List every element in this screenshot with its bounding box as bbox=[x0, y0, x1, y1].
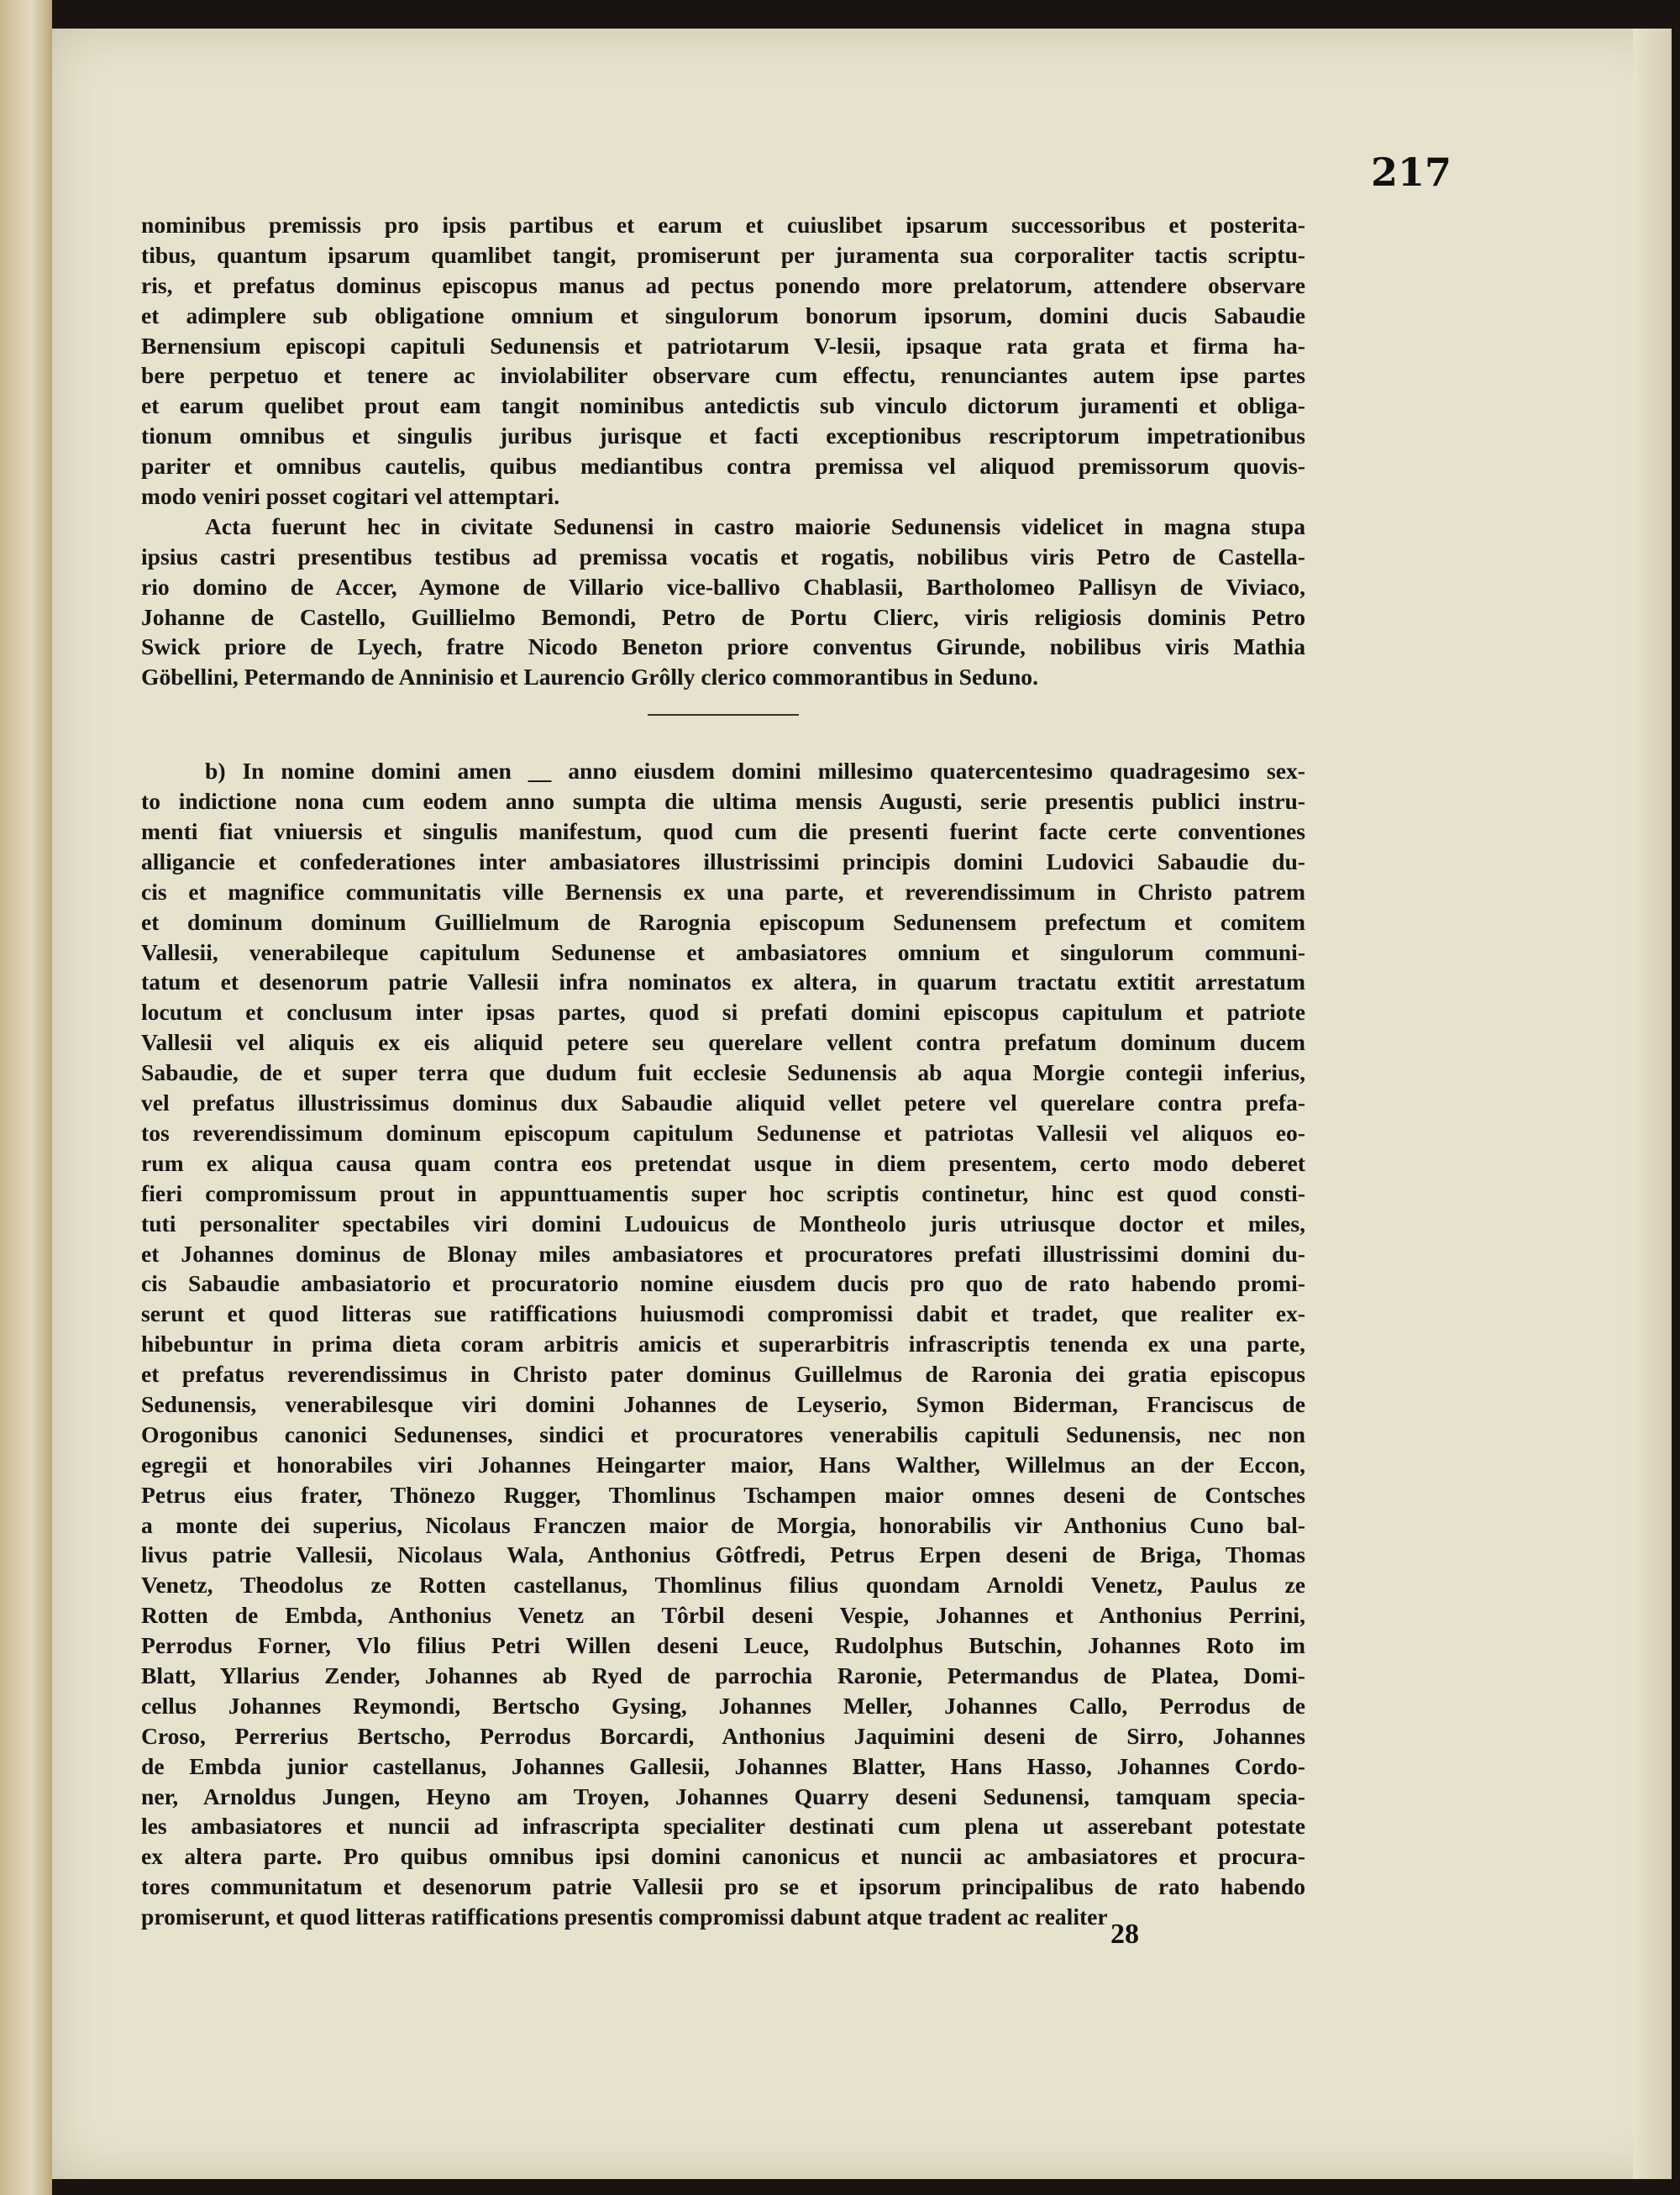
text-line: rum ex aliqua causa quam contra eos pretendat usque in diem presentem, certo modo deberet bbox=[141, 1149, 1305, 1176]
text-line: ipsius castri presentibus testibus ad premissa vocatis et rogatis, nobilibus viris Petro de Castella- bbox=[141, 543, 1305, 570]
text-line: Orogonibus canonici Sedunenses, sindici et procuratores venerabilis capituli Sedunensis, nec non bbox=[141, 1420, 1305, 1447]
text-line: Sedunensis, venerabilesque viri domini Johannes de Leyserio, Symon Biderman, Franciscus de bbox=[141, 1390, 1305, 1417]
spacer bbox=[141, 716, 1305, 756]
text-line: Petrus eius frater, Thönezo Rugger, Thomlinus Tschampen maior omnes deseni de Contsches bbox=[141, 1481, 1305, 1508]
text-line: Blatt, Yllarius Zender, Johannes ab Ryed de parrochia Raronie, Petermandus de Platea, Domi- bbox=[141, 1662, 1305, 1688]
text-line: to indictione nona cum eodem anno sumpta die ultima mensis Augusti, serie presentis publici instru- bbox=[141, 788, 1305, 815]
text-line: b) In nomine domini amen __ anno eiusdem domini millesimo quatercentesimo quadragesimo sex- bbox=[205, 758, 1305, 785]
text-line: hibebuntur in prima dieta coram arbitris amicis et superarbitris infrascriptis tenenda ex una parte, bbox=[141, 1331, 1305, 1357]
text-line: tionum omnibus et singulis juribus jurisque et facti exceptionibus rescriptorum impetrationibus bbox=[141, 423, 1305, 449]
spacer bbox=[141, 692, 1305, 714]
text-line: cellus Johannes Reymondi, Bertscho Gysing, Johannes Meller, Johannes Callo, Perrodus de bbox=[141, 1692, 1305, 1719]
text-line: tores communitatum et desenorum patrie Vallesii pro se et ipsorum principalibus de rato habendo bbox=[141, 1873, 1305, 1900]
text-line: Rotten de Embda, Anthonius Venetz an Tôrbil deseni Vespie, Johannes et Anthonius Perrini, bbox=[141, 1602, 1305, 1629]
text-line: livus patrie Vallesii, Nicolaus Wala, Anthonius Gôtfredi, Petrus Erpen deseni de Briga, Thomas bbox=[141, 1541, 1305, 1568]
text-line: Swick priore de Lyech, fratre Nicodo Beneton priore conventus Girunde, nobilibus viris Mathia bbox=[141, 633, 1305, 660]
signature-mark: 28 bbox=[1110, 1919, 1139, 1950]
text-line: rio domino de Accer, Aymone de Villario vice-ballivo Chablasii, Bartholomeo Pallisyn de Viviaco, bbox=[141, 573, 1305, 600]
text-line: et adimplere sub obligatione omnium et singulorum bonorum ipsorum, domini ducis Sabaudie bbox=[141, 302, 1305, 328]
text-line: bere perpetuo et tenere ac inviolabiliter observare cum effectu, renunciantes autem ipse partes bbox=[141, 362, 1305, 389]
text-line: Sabaudie, de et super terra que dudum fuit ecclesie Sedunensis ab aqua Morgie contegii inferius, bbox=[141, 1059, 1305, 1086]
text-line: tatum et desenorum patrie Vallesii infra nominatos ex altera, in quarum tractatu extitit arrestatum bbox=[141, 969, 1305, 995]
text-line: Venetz, Theodolus ze Rotten castellanus, Thomlinus filius quondam Arnoldi Venetz, Paulus ze bbox=[141, 1572, 1305, 1599]
page-number: 217 bbox=[1371, 150, 1452, 195]
document-body bbox=[141, 210, 1305, 1932]
text-line: modo veniri posset cogitari vel attemptari. bbox=[141, 483, 560, 510]
paragraph-3 bbox=[141, 756, 1305, 1932]
text-line: et Johannes dominus de Blonay miles ambasiatores et procuratores prefati illustrissimi domini du- bbox=[141, 1240, 1305, 1267]
text-line: pariter et omnibus cautelis, quibus mediantibus contra premissa vel aliquod premissorum quovis- bbox=[141, 453, 1305, 480]
text-line: Bernensium episcopi capituli Sedunensis et patriotarum V-lesii, ipsaque rata grata et firma ha- bbox=[141, 332, 1305, 359]
text-line: egregii et honorabiles viri Johannes Heingarter maior, Hans Walther, Willelmus an der Eccon, bbox=[141, 1451, 1305, 1478]
text-line: menti fiat vniuersis et singulis manifestum, quod cum die presenti fuerint facte certe conventiones bbox=[141, 818, 1305, 845]
text-line: alligancie et confederationes inter ambasiatores illustrissimi principis domini Ludovici Sabaudie du- bbox=[141, 848, 1305, 874]
text-line: a monte dei superius, Nicolaus Franczen maior de Morgia, honorabilis vir Anthonius Cuno bal- bbox=[141, 1511, 1305, 1538]
text-line: Croso, Perrerius Bertscho, Perrodus Borcardi, Anthonius Jaquimini deseni de Sirro, Johannes bbox=[141, 1722, 1305, 1749]
text-line: les ambasiatores et nuncii ad infrascripta specialiter destinati cum plena ut asserebant potestate bbox=[141, 1813, 1305, 1840]
text-line: cis et magnifice communitatis ville Bernensis ex una parte, et reverendissimum in Christo patrem bbox=[141, 878, 1305, 905]
text-line: ris, et prefatus dominus episcopus manus ad pectus ponendo more prelatorum, attendere observare bbox=[141, 271, 1305, 298]
text-line: Vallesii, venerabileque capitulum Sedunense et ambasiatores omnium et singulorum communi- bbox=[141, 938, 1305, 965]
page-right-edge bbox=[1633, 29, 1672, 2179]
text-line: locutum et conclusum inter ipsas partes, quod si prefati domini episcopus capitulum et patriote bbox=[141, 999, 1305, 1026]
text-line: tos reverendissimum dominum episcopum capitulum Sedunense et patriotas Vallesii vel aliquos eo- bbox=[141, 1119, 1305, 1146]
text-line: serunt et quod litteras sue ratiffications huiusmodi compromissi dabit et tradet, que realiter ex- bbox=[141, 1300, 1305, 1327]
text-line: promiserunt, et quod litteras ratiffications presentis compromissi dabunt atque tradent ac realiter bbox=[141, 1904, 1108, 1930]
paragraph-2 bbox=[141, 512, 1305, 692]
text-line: Perrodus Forner, Vlo filius Petri Willen deseni Leuce, Rudolphus Butschin, Johannes Roto im bbox=[141, 1632, 1305, 1659]
text-line: ex altera parte. Pro quibus omnibus ipsi domini canonicus et nuncii ac ambasiatores et procura- bbox=[141, 1843, 1305, 1870]
text-line: cis Sabaudie ambasiatorio et procuratorio nomine eiusdem ducis pro quo de rato habendo promi- bbox=[141, 1270, 1305, 1297]
text-line: de Embda junior castellanus, Johannes Gallesii, Johannes Blatter, Hans Hasso, Johannes Cordo- bbox=[141, 1752, 1305, 1779]
text-line: tuti personaliter spectabiles viri domini Ludouicus de Montheolo juris utriusque doctor et miles, bbox=[141, 1210, 1305, 1237]
paragraph-1 bbox=[141, 210, 1305, 512]
text-line: Johanne de Castello, Guillielmo Bemondi, Petro de Portu Clierc, viris religiosis dominis Petro bbox=[141, 603, 1305, 630]
text-line: fieri compromissum prout in appunttuamentis super hoc scriptis continetur, hinc est quod consti- bbox=[141, 1179, 1305, 1206]
text-line: et dominum dominum Guillielmum de Rarognia episcopum Sedunensem prefectum et comitem bbox=[141, 908, 1305, 935]
text-line: Göbellini, Petermando de Anninisio et Laurencio Grôlly clerico commorantibus in Seduno. bbox=[141, 664, 1039, 691]
text-line: et prefatus reverendissimus in Christo pater dominus Guillelmus de Raronia dei gratia episcopus bbox=[141, 1361, 1305, 1388]
text-line: ner, Arnoldus Jungen, Heyno am Troyen, Johannes Quarry deseni Sedunensi, tamquam specia- bbox=[141, 1783, 1305, 1809]
text-line: Acta fuerunt hec in civitate Sedunensi in castro maiorie Sedunensis videlicet in magna stupa bbox=[205, 512, 1305, 539]
text-line: et earum quelibet prout eam tangit nominibus antedictis sub vinculo dictorum juramenti et obliga- bbox=[141, 392, 1305, 419]
book-spine-edge bbox=[0, 0, 52, 2195]
text-line: nominibus premissis pro ipsis partibus et earum et cuiuslibet ipsarum successoribus et posterita- bbox=[141, 212, 1305, 238]
text-line: Vallesii vel aliquis ex eis aliquid petere seu querelare vellent contra prefatum dominum ducem bbox=[141, 1029, 1305, 1056]
text-line: vel prefatus illustrissimus dominus dux Sabaudie aliquid vellet petere vel querelare contra prefa- bbox=[141, 1090, 1305, 1116]
text-line: tibus, quantum ipsarum quamlibet tangit, promiserunt per juramenta sua corporaliter tactis scriptu- bbox=[141, 241, 1305, 268]
